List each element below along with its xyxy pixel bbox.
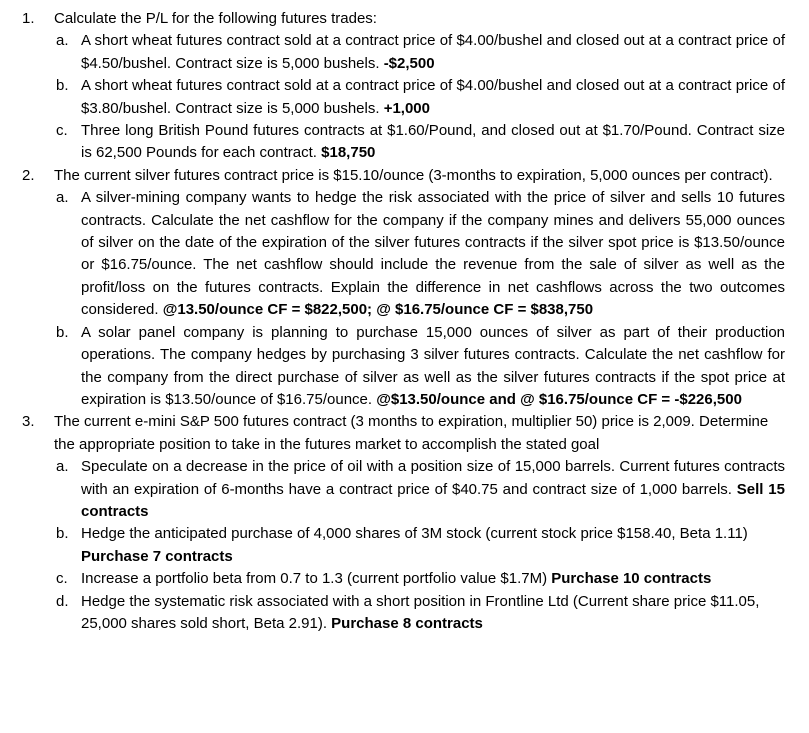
part-label: a. (56, 32, 69, 50)
part-text: A solar panel company is planning to purchase 15,000 ounces of silver as part of their production operations. The company hedges by purchasing 3 silver futures contracts. Calculate the net cashflow for the company from the direct purchase of silver as well as the silver futures contracts if the spot price at expiration is $13.50/ounce of $16.75/ounce. (81, 323, 785, 408)
part-answer: $18,750 (321, 144, 376, 162)
question-3-parts (22, 456, 785, 635)
question-number: 2. (22, 166, 35, 184)
part-label: c. (56, 122, 68, 140)
part-answer: Sell 15 contracts (81, 480, 785, 520)
question-text: The current silver futures contract price is $15.10/ounce (3-months to expiration, 5,000 ounces per contract). (54, 166, 773, 184)
part-text: A silver-mining company wants to hedge the risk associated with the price of silver and sells 10 futures contracts. Calculate the net cashflow for the company if the company mines and delivers 55,000 ounces of silver on the date of the expiration of the silver futures contracts if the silver spot price is $13.50/ounce or $16.75/ounce. The net cashflow should include the revenue from the sale of silver as well as the profit/loss on the futures contracts. Explain the difference in net cashflows across the two outcomes considered. (81, 189, 785, 319)
question-number: 1. (22, 10, 35, 27)
part-answer: Purchase 8 contracts (331, 614, 483, 632)
question-3-part-c (56, 568, 785, 590)
part-text: Hedge the anticipated purchase of 4,000 shares of 3M stock (current stock price $158.40, Beta 1.11) (81, 525, 748, 543)
part-label: b. (56, 323, 69, 341)
part-label: a. (56, 458, 69, 476)
part-answer: @13.50/ounce CF = $822,500; @ $16.75/ounce CF = $838,750 (162, 301, 594, 319)
part-text: A short wheat futures contract sold at a contract price of $4.00/bushel and closed out at a contract price of $4.50/bushel. Contract size is 5,000 bushels. (81, 32, 785, 72)
part-answer: Purchase 7 contracts (81, 547, 233, 565)
question-1-part-a (56, 30, 785, 75)
question-2 (22, 165, 785, 187)
part-label: b. (56, 525, 69, 543)
part-label: b. (56, 77, 69, 95)
question-text: Calculate the P/L for the following futures trades: (54, 10, 377, 27)
question-2-part-a (56, 187, 785, 321)
part-text: A short wheat futures contract sold at a contract price of $4.00/bushel and closed out at a contract price of $3.80/bushel. Contract size is 5,000 bushels. (81, 77, 785, 117)
part-answer: @$13.50/ounce and @ $16.75/ounce CF = -$226,500 (376, 390, 742, 408)
question-3 (22, 411, 785, 456)
part-answer: -$2,500 (383, 54, 435, 72)
part-label: a. (56, 189, 69, 207)
question-1-part-c (56, 120, 785, 165)
part-text: Increase a portfolio beta from 0.7 to 1.3 (current portfolio value $1.7M) (81, 570, 548, 588)
question-1-parts (22, 30, 785, 164)
question-text: The current e-mini S&P 500 futures contract (3 months to expiration, multiplier 50) price is 2,009. Determine the appropriate position to take in the futures market to accomplish the stated goal (54, 413, 769, 453)
question-3-part-a (56, 456, 785, 523)
part-text: Three long British Pound futures contracts at $1.60/Pound, and closed out at $1.70/Pound. Contract size is 62,500 Pounds for each contract. (81, 122, 785, 162)
part-answer: +1,000 (383, 99, 430, 117)
part-answer: Purchase 10 contracts (551, 570, 712, 588)
part-label: d. (56, 592, 69, 610)
part-label: c. (56, 570, 68, 588)
question-3-part-b (56, 523, 785, 568)
question-2-part-b (56, 322, 785, 412)
question-1 (22, 8, 785, 30)
question-number: 3. (22, 413, 35, 431)
part-text: Speculate on a decrease in the price of oil with a position size of 15,000 barrels. Current futures contracts with an expiration of 6-months have a contract price of $40.75 and contract size of 1,000 barrels. (81, 458, 785, 498)
question-3-part-d (56, 591, 785, 636)
question-1-part-b (56, 75, 785, 120)
question-2-parts (22, 187, 785, 411)
part-text: Hedge the systematic risk associated with a short position in Frontline Ltd (Current share price $11.05, 25,000 shares sold short, Beta 2.91). (81, 592, 760, 632)
